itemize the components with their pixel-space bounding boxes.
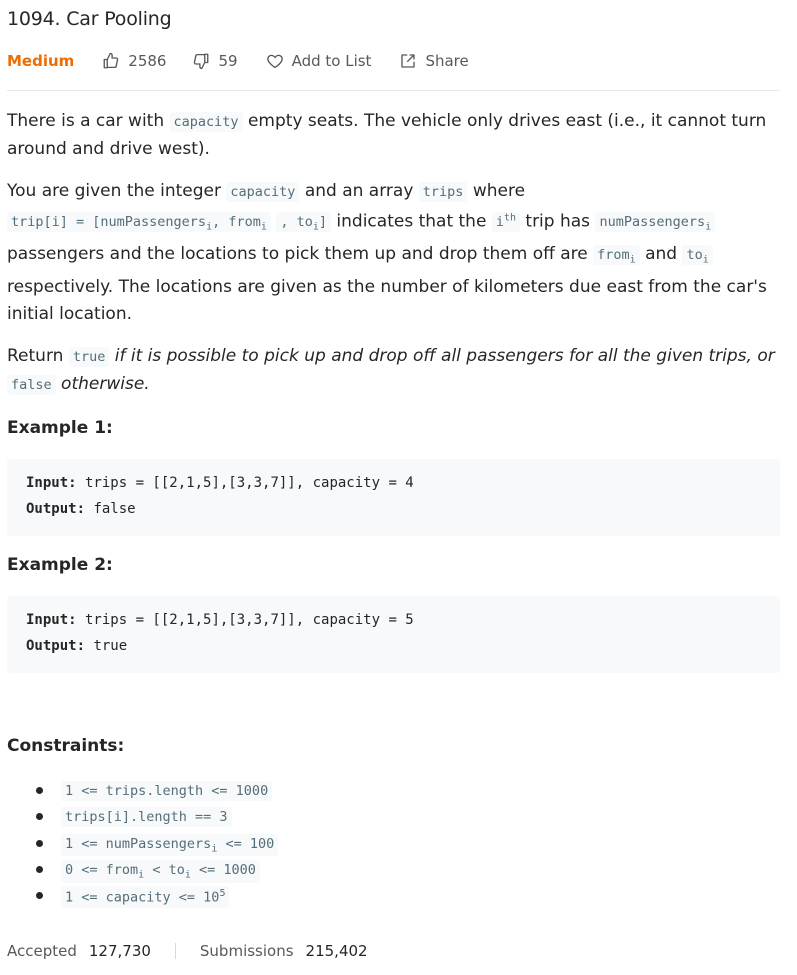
inline-code: , $to_i$] xyxy=(276,212,331,232)
inline-code: trips xyxy=(419,182,468,202)
description-paragraph-2: You are given the integer capacity and an array trips where trip[i] = [numPassengers$_i$, from$_i$ , $to_i$] indicates that the $i^{th}$ trip has numPassengers$_i$ passengers and the locations to pick them up and drop them off are from$_i$ and $to_i$ respectively. The locations are given as the number of kilometers due east from the car's initial location. xyxy=(7,181,767,324)
add-to-list-label: Add to List xyxy=(291,52,372,70)
problem-meta-bar xyxy=(7,50,469,72)
inline-code: false xyxy=(7,375,56,395)
example-1-input: Input: trips = [[2,1,5],[3,3,7]], capacity = 4 xyxy=(26,475,414,491)
header-divider xyxy=(7,90,780,91)
thumbs-down-icon xyxy=(192,52,210,70)
example-2-box xyxy=(7,596,780,673)
share-icon xyxy=(399,52,417,70)
accepted-label: Accepted xyxy=(7,942,77,960)
problem-description xyxy=(7,108,780,414)
inline-code: trip[i] = [numPassengers$_i$, from$_i$ xyxy=(7,212,271,232)
inline-code: $i^{th}$ xyxy=(492,212,520,232)
inline-code: capacity xyxy=(170,112,243,132)
inline-code: numPassengers$_i$ xyxy=(595,212,715,232)
inline-code: capacity xyxy=(226,182,299,202)
inline-code: from$_i$ xyxy=(593,245,640,265)
description-paragraph-3: Return true if it is possible to pick up and drop off all passengers for all the given trips, or false otherwise. xyxy=(7,346,775,394)
accepted-count: 127,730 xyxy=(88,942,151,960)
share-button[interactable] xyxy=(399,52,468,70)
heart-icon xyxy=(266,52,284,70)
example-1-output: Output: false xyxy=(26,501,136,517)
share-label: Share xyxy=(425,52,469,70)
submissions-count: 215,402 xyxy=(305,942,368,960)
example-2-input: Input: trips = [[2,1,5],[3,3,7]], capacity = 5 xyxy=(26,612,414,628)
difficulty-badge: Medium xyxy=(7,52,75,70)
description-paragraph-1: There is a car with capacity empty seats. The vehicle only drives east (i.e., it cannot turn around and drive west). xyxy=(7,111,767,159)
submissions-label: Submissions xyxy=(199,942,294,960)
example-1-box xyxy=(7,459,780,536)
dislike-button[interactable] xyxy=(192,52,237,70)
dislike-count: 59 xyxy=(218,52,238,70)
constraints-heading: Constraints: xyxy=(7,736,125,756)
like-count: 2586 xyxy=(128,52,167,70)
inline-code: true xyxy=(69,347,110,367)
add-to-list-button[interactable] xyxy=(266,52,372,70)
thumbs-up-icon xyxy=(102,52,120,70)
submission-stats xyxy=(7,942,368,960)
inline-code: $to_i$ xyxy=(682,245,712,265)
problem-title: 1094. Car Pooling xyxy=(7,8,172,30)
example-2-output: Output: true xyxy=(26,638,128,654)
example-1-heading: Example 1: xyxy=(7,418,113,438)
example-2-heading: Example 2: xyxy=(7,555,113,575)
like-button[interactable] xyxy=(102,52,166,70)
stats-divider xyxy=(175,943,176,959)
